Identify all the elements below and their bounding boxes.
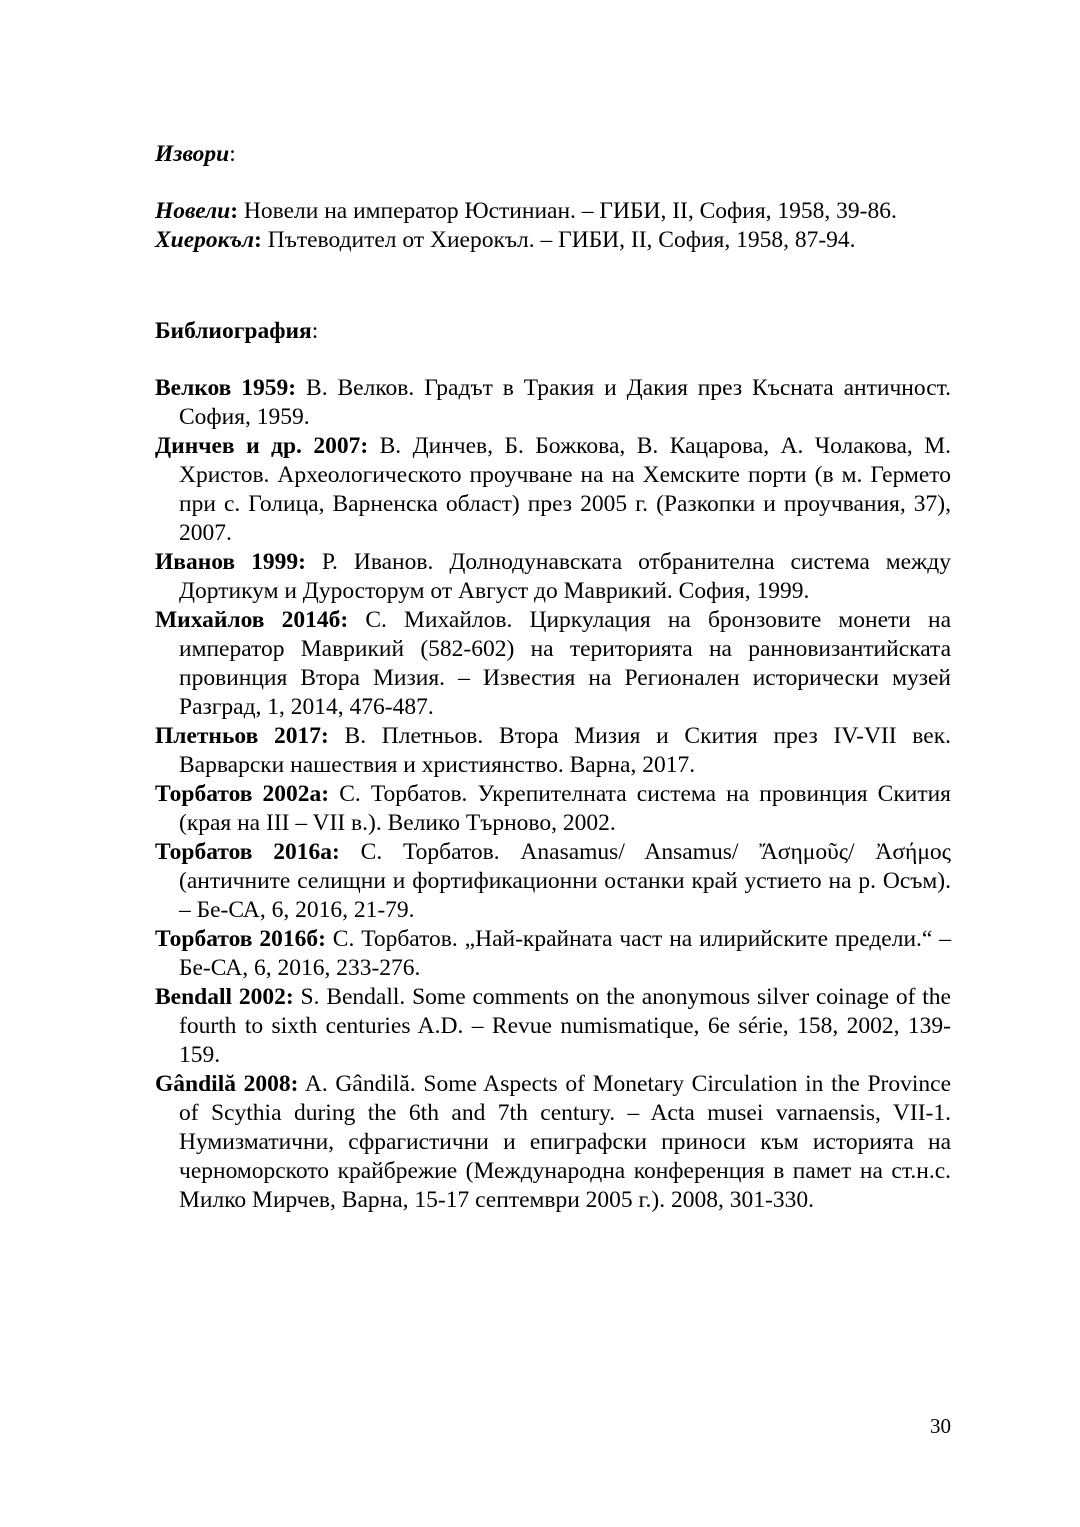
bibliography-key: Gândilă 2008:	[155, 1071, 299, 1097]
source-key: Новели	[155, 198, 231, 224]
bibliography-text: С. Михайлов. Циркулация на бронзовите монети на император Маврикий (582-602) на територията на ранновизантийската провинция Втора Мизия. – Известия на Регионален исторически музей Разград, 1, 2014, 476-487.	[179, 607, 951, 720]
bibliography-text: В. Плетньов. Втора Мизия и Скития през IV-VII век. Варварски нашествия и християнство. Варна, 2017.	[179, 723, 951, 778]
bibliography-text: A. Gândilă. Some Aspects of Monetary Circulation in the Province of Scythia during the 6th and 7th century. – Acta musei varnaensis, VII-1. Нумизматични, сфрагистични и епиграфски приноси към историята на черноморското крайбрежие (Международна конференция в памет на ст.н.с. Милко Мирчев, Варна, 15-17 септември 2005 г.). 2008, 301-330.	[179, 1071, 951, 1213]
source-text: Пътеводител от Хиерокъл. – ГИБИ, II, София, 1958, 87-94.	[261, 227, 856, 253]
bibliography-entry	[155, 983, 951, 1070]
source-key: Хиерокъл	[155, 227, 255, 253]
bibliography-key: Михайлов 2014б:	[155, 607, 349, 633]
bibliography-key: Торбатов 2002а:	[155, 781, 330, 807]
bibliography-heading-title: Библиография	[155, 318, 312, 344]
bibliography-list	[155, 374, 951, 1215]
bibliography-text: S. Bendall. Some comments on the anonymous silver coinage of the fourth to sixth centuries A.D. – Revue numismatique, 6e série, 158, 2002, 139-159.	[179, 984, 951, 1068]
bibliography-text: В. Велков. Градът в Тракия и Дакия през Късната античност. София, 1959.	[179, 375, 951, 430]
source-entry	[155, 226, 951, 255]
bibliography-key: Плетньов 2017:	[155, 723, 329, 749]
bibliography-entry	[155, 925, 951, 983]
bibliography-text: В. Динчев, Б. Божкова, В. Кацарова, А. Чолакова, М. Христов. Археологическото проучване на на Хемските порти (в м. Гермето при с. Голица, Варненска област) през 2005 г. (Разкопки и проучвания, 37), 2007.	[179, 433, 951, 546]
bibliography-heading	[155, 317, 951, 346]
bibliography-key: Торбатов 2016б:	[155, 926, 326, 952]
source-text: Новели на император Юстиниан. – ГИБИ, II, София, 1958, 39-86.	[238, 198, 897, 224]
bibliography-text: С. Торбатов. Anasamus/ Ansamus/ Ἄσημοῦς/ Ἀσήμος (античните селищни и фортификационни останки край устието на р. Осъм). – Бе-СА, 6, 2016, 21-79.	[179, 839, 951, 923]
bibliography-text: Р. Иванов. Долнодунавската отбранителна система между Дортикум и Дуросторум от Август до Маврикий. София, 1999.	[179, 549, 951, 604]
bibliography-entry	[155, 1070, 951, 1215]
sources-list	[155, 197, 951, 255]
bibliography-key: Торбатов 2016а:	[155, 839, 340, 865]
bibliography-key: Bendall 2002:	[155, 984, 294, 1010]
bibliography-text: С. Торбатов. Укрепителната система на провинция Скития (края на III – VII в.). Велико Търново, 2002.	[179, 781, 951, 836]
bibliography-entry	[155, 722, 951, 780]
bibliography-heading-colon: :	[311, 318, 319, 344]
sources-heading-colon: :	[229, 141, 236, 167]
document-page	[155, 140, 951, 1215]
bibliography-entry	[155, 374, 951, 432]
bibliography-key: Иванов 1999:	[155, 549, 306, 575]
bibliography-entry	[155, 432, 951, 548]
source-key-colon: :	[254, 227, 262, 253]
sources-heading-title: Извори	[155, 141, 230, 167]
bibliography-key: Велков 1959:	[155, 375, 297, 401]
bibliography-entry	[155, 838, 951, 925]
sources-heading	[155, 140, 951, 169]
bibliography-entry	[155, 548, 951, 606]
bibliography-text: С. Торбатов. „Най-крайната част на илирийските предели.“ – Бе-СА, 6, 2016, 233-276.	[179, 926, 951, 981]
page-number: 30	[930, 1414, 951, 1438]
source-key-colon: :	[230, 198, 239, 224]
source-entry	[155, 197, 951, 226]
bibliography-entry	[155, 606, 951, 722]
bibliography-entry	[155, 780, 951, 838]
bibliography-key: Динчев и др. 2007:	[155, 433, 369, 459]
